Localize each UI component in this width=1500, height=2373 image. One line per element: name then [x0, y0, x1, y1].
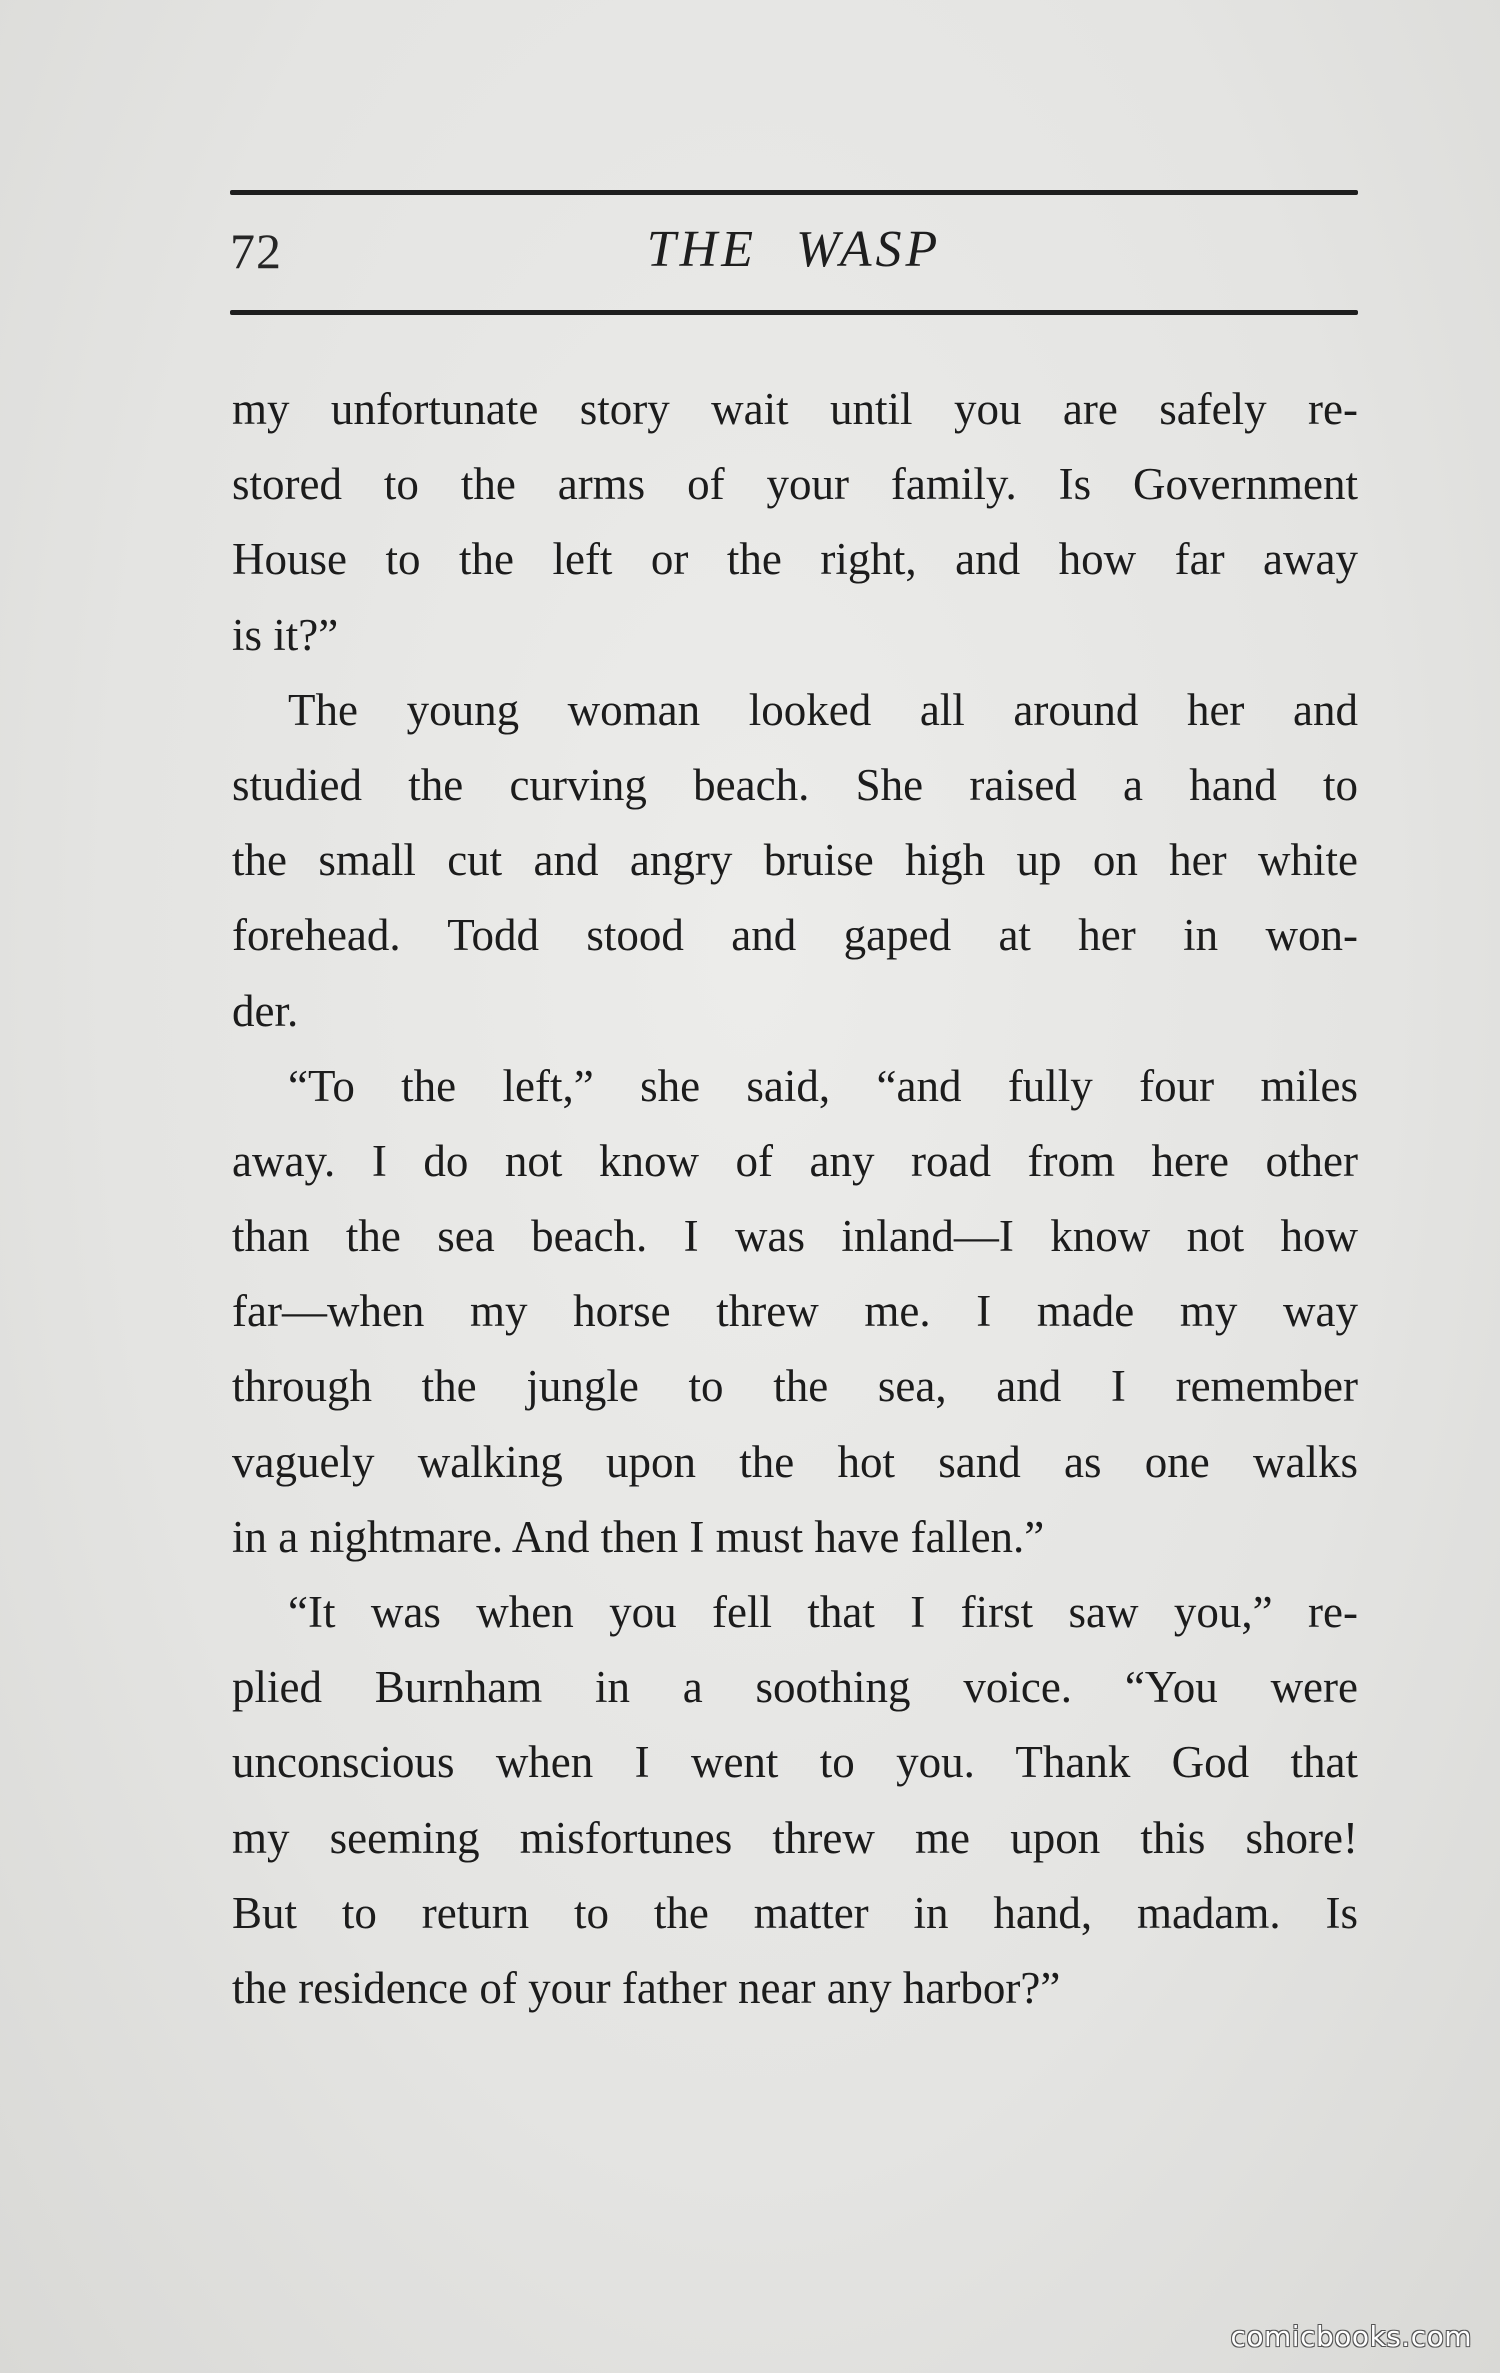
- header-rule-top: [230, 190, 1358, 195]
- text-line: away. I do not know of any road from here other: [232, 1135, 1358, 1186]
- body-text: [232, 372, 1358, 2026]
- paragraph-2: [232, 673, 1358, 1049]
- text-line: than the sea beach. I was inland—I know not how: [232, 1211, 1358, 1262]
- text-line: stored to the arms of your family. Is Government: [232, 459, 1358, 510]
- watermark: comicbooks.com: [1230, 2320, 1472, 2353]
- text-line: der.: [232, 985, 299, 1036]
- text-line: “It was when you fell that I first saw you,” re-: [288, 1587, 1358, 1637]
- running-title: THE WASP: [646, 221, 942, 278]
- text-line: the residence of your father near any harbor?”: [232, 1962, 1061, 2013]
- page-number: 72: [230, 223, 282, 279]
- text-line: unconscious when I went to you. Thank God that: [232, 1737, 1358, 1788]
- paragraph-1: [232, 372, 1358, 673]
- text-line: the small cut and angry bruise high up on her white: [232, 835, 1358, 886]
- text-line: through the jungle to the sea, and I remember: [232, 1361, 1358, 1412]
- text-line: is it?”: [232, 609, 339, 660]
- text-line: my unfortunate story wait until you are safely re-: [232, 384, 1358, 434]
- text-line: in a nightmare. And then I must have fallen.”: [232, 1511, 1045, 1562]
- header-rule-bottom: [230, 310, 1358, 315]
- text-line: far—when my horse threw me. I made my way: [232, 1286, 1358, 1337]
- text-line: vaguely walking upon the hot sand as one walks: [232, 1436, 1358, 1487]
- paragraph-4: [232, 1575, 1358, 2026]
- text-line: plied Burnham in a soothing voice. “You were: [232, 1662, 1358, 1713]
- text-line: But to return to the matter in hand, madam. Is: [232, 1887, 1358, 1938]
- text-line: House to the left or the right, and how far away: [232, 534, 1358, 585]
- text-line: forehead. Todd stood and gaped at her in won-: [232, 910, 1358, 961]
- text-line: my seeming misfortunes threw me upon this shore!: [232, 1812, 1358, 1863]
- text-line: studied the curving beach. She raised a hand to: [232, 759, 1358, 810]
- text-line: The young woman looked all around her and: [288, 684, 1358, 735]
- paragraph-3: [232, 1049, 1358, 1575]
- text-line: “To the left,” she said, “and fully four miles: [288, 1060, 1358, 1111]
